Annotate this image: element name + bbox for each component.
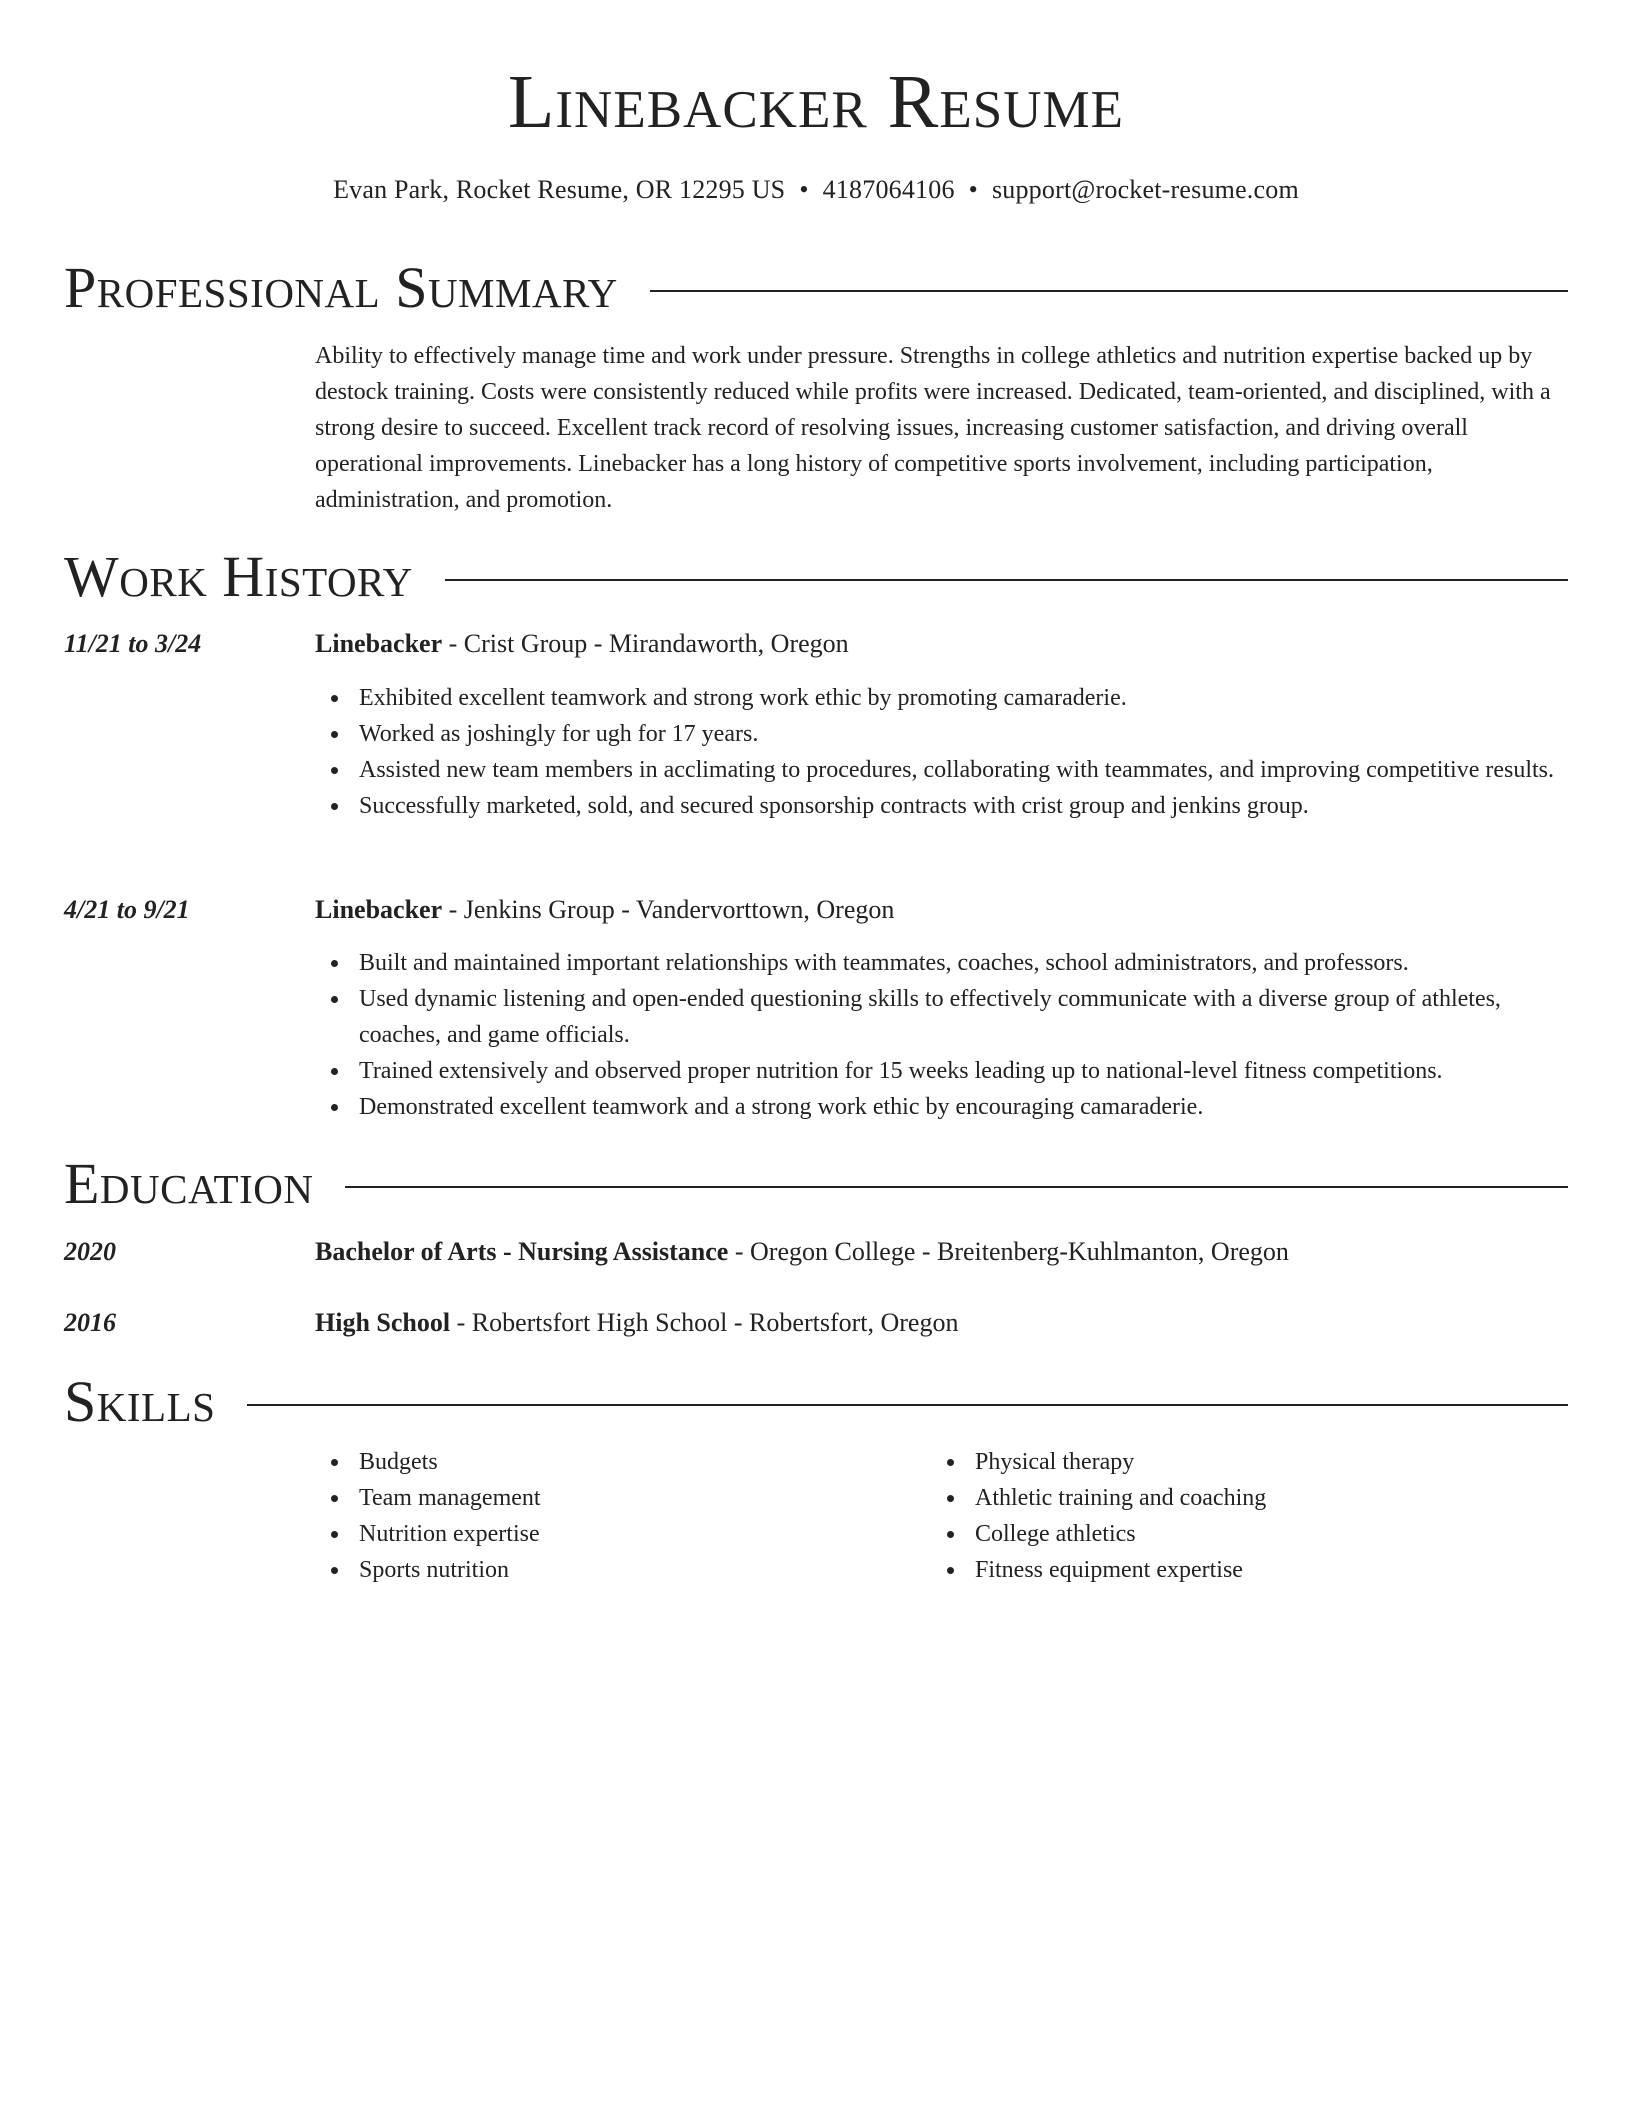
section-divider <box>345 1186 1568 1188</box>
education-details: - Oregon College - Breitenberg-Kuhlmanton, Oregon <box>728 1237 1289 1266</box>
skills-heading: Skills <box>64 1369 216 1434</box>
job-details: - Jenkins Group - Vandervorttown, Oregon <box>442 895 895 924</box>
summary-heading: Professional Summary <box>64 255 618 320</box>
skills-list-left <box>315 1444 931 1588</box>
contact-separator: • <box>968 175 978 204</box>
job-bullet: Trained extensively and observed proper nutrition for 15 weeks leading up to national-level fitness competitions. <box>359 1053 1568 1089</box>
resume-title: Linebacker Resume <box>507 60 1124 144</box>
job-bullet: Successfully marketed, sold, and secured sponsorship contracts with crist group and jenkins group. <box>359 788 1568 824</box>
section-divider <box>650 290 1568 292</box>
summary-section-heading <box>64 254 1568 322</box>
education-heading: Education <box>64 1151 314 1216</box>
job-details: - Crist Group - Mirandaworth, Oregon <box>442 629 849 658</box>
skill-item: Team management <box>359 1480 931 1516</box>
education-degree: Bachelor of Arts - Nursing Assistance <box>315 1237 729 1266</box>
skill-item: Budgets <box>359 1444 931 1480</box>
contact-line <box>64 172 1568 208</box>
job-header <box>315 892 1568 928</box>
education-section-heading <box>64 1150 1568 1218</box>
education-degree: High School <box>315 1308 451 1337</box>
section-divider <box>445 579 1568 581</box>
job-bullet: Built and maintained important relationships with teammates, coaches, school administrators, and professors. <box>359 945 1568 981</box>
skills-section-heading <box>64 1368 1568 1436</box>
contact-separator: • <box>799 175 809 204</box>
job-bullet-list <box>315 945 1568 1125</box>
education-year: 2020 <box>64 1237 116 1266</box>
job-dates: 11/21 to 3/24 <box>64 629 202 658</box>
job-bullet: Used dynamic listening and open-ended questioning skills to effectively communicate with a diverse group of athletes, coaches, and game officials. <box>359 981 1568 1053</box>
skill-item: Sports nutrition <box>359 1552 931 1588</box>
section-divider <box>247 1404 1568 1406</box>
work-section-heading <box>64 543 1568 611</box>
skill-item: Athletic training and coaching <box>975 1480 1547 1516</box>
skill-item: College athletics <box>975 1516 1547 1552</box>
contact-address: Evan Park, Rocket Resume, OR 12295 US <box>333 175 786 204</box>
summary-text: Ability to effectively manage time and work under pressure. Strengths in college athletics and nutrition expertise backed up by destock training. Costs were consistently reduced while profits were increased. Dedicated, team-oriented, and disciplined, with a strong desire to succeed. Excellent track record of resolving issues, increasing customer satisfaction, and driving overall operational improvements. Linebacker has a long history of competitive sports involvement, including participation, administration, and promotion. <box>315 343 1551 513</box>
job-bullet: Assisted new team members in acclimating to procedures, collaborating with teammates, and improving competitive results. <box>359 752 1568 788</box>
skills-list-right <box>931 1444 1547 1588</box>
skill-item: Fitness equipment expertise <box>975 1552 1547 1588</box>
job-title: Linebacker <box>315 895 443 924</box>
job-dates: 4/21 to 9/21 <box>64 895 190 924</box>
job-bullet-list <box>315 680 1568 824</box>
education-entry <box>315 1305 1568 1341</box>
education-year: 2016 <box>64 1308 116 1337</box>
work-heading: Work History <box>64 544 413 609</box>
education-details: - Robertsfort High School - Robertsfort, Oregon <box>450 1308 959 1337</box>
job-title: Linebacker <box>315 629 443 658</box>
job-bullet: Demonstrated excellent teamwork and a strong work ethic by encouraging camaraderie. <box>359 1089 1568 1125</box>
contact-email: support@rocket-resume.com <box>991 175 1299 204</box>
skill-item: Nutrition expertise <box>359 1516 931 1552</box>
job-bullet: Worked as joshingly for ugh for 17 years. <box>359 716 1568 752</box>
skill-item: Physical therapy <box>975 1444 1547 1480</box>
job-bullet: Exhibited excellent teamwork and strong work ethic by promoting camaraderie. <box>359 680 1568 716</box>
contact-phone: 4187064106 <box>822 175 955 204</box>
education-entry <box>315 1234 1568 1270</box>
job-header <box>315 626 1568 662</box>
